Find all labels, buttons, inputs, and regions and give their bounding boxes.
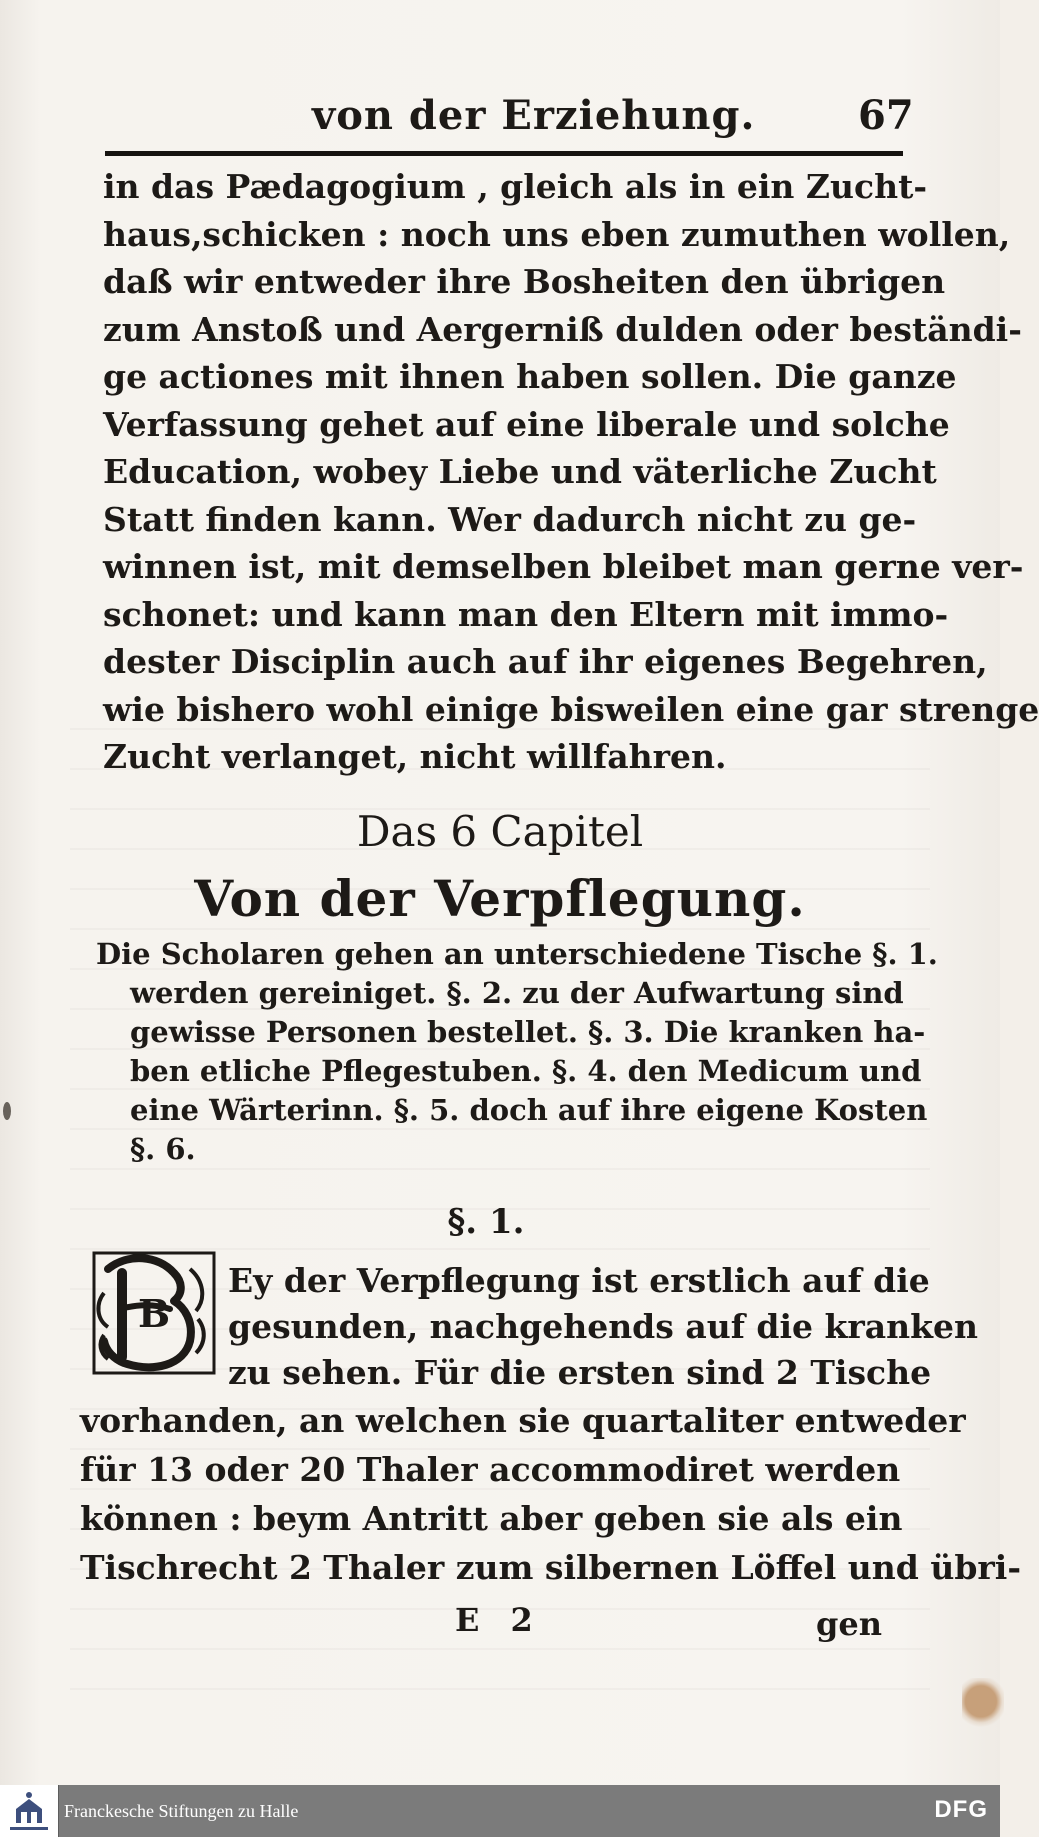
summary-line: Die Scholaren gehen an unterschiedene Tische §. 1. [96,937,938,971]
text-line: Education, wobey Liebe und väterliche Zucht [103,452,937,491]
margin-mark [3,1102,11,1120]
chapter-title: Von der Verpflegung. [194,869,806,928]
summary-line: werden gereiniget. §. 2. zu der Aufwartung sind [130,976,904,1010]
text-line: können : beym Antritt aber geben sie als ein [80,1499,903,1538]
text-line: haus,schicken : noch uns eben zumuthen wollen, [103,214,1011,254]
decorated-initial [86,1245,222,1381]
page-number: 67 [858,92,914,139]
summary-line: eine Wärterinn. §. 5. doch auf ihre eigene Kosten [130,1093,928,1127]
text-line: ge actiones mit ihnen haben sollen. Die ganze [103,357,957,396]
text-line: vorhanden, an welchen sie quartaliter entweder [80,1401,966,1440]
paper-stain [962,1678,1004,1730]
text-line: winnen ist, mit demselben bleibet man gerne ver- [103,547,1024,586]
chapter-heading: Das 6 Capitel [356,807,644,856]
paragraph-1 [103,163,1039,781]
text-line: dester Disciplin auch auf ihr eigenes Begehren, [103,642,988,681]
running-head [0,0,1000,160]
institution-logo [0,1785,59,1837]
text-line: Verfassung gehet auf eine liberale und solche [103,404,950,444]
header-rule [105,151,903,156]
text-line: in das Pædagogium , gleich als in ein Zucht- [103,167,928,206]
text-line: Ey der Verpflegung ist erstlich auf die [228,1261,930,1300]
running-title: von der Erziehung. [312,92,756,139]
dfg-logo-text: DFG [934,1796,988,1823]
text-line: zum Anstoß und Aergerniß dulden oder beständi- [103,309,1022,349]
section-mark: §. 1. [447,1202,525,1242]
summary-line: gewisse Personen bestellet. §. 3. Die kranken ha- [130,1015,926,1049]
section-opening-lines [228,1258,978,1396]
text-line: Tischrecht 2 Thaler zum silbernen Löffel und übri- [80,1548,1022,1587]
signature-mark: E 2 [455,1601,543,1639]
section-body [80,1396,1022,1592]
svg-text:B: B [137,1291,171,1336]
text-line: wie bishero wohl einige bisweilen eine gar strenge [103,689,1039,729]
summary-line: ben etliche Pflegestuben. §. 4. den Medicum und [130,1054,922,1088]
text-line: schonet: und kann man den Eltern mit immo- [103,594,949,634]
summary-line: §. 6. [130,1132,196,1166]
text-line: daß wir entweder ihre Bosheiten den übrigen [103,262,946,301]
text-line: Zucht verlanget, nicht willfahren. [103,737,727,776]
viewer-footer [0,1785,1000,1837]
text-line: zu sehen. Für die ersten sind 2 Tische [228,1353,932,1392]
text-line: für 13 oder 20 Thaler accommodiret werden [80,1450,901,1489]
text-line: gesunden, nachgehends auf die kranken [228,1307,978,1346]
catchword: gen [816,1605,882,1643]
text-line: Statt finden kann. Wer dadurch nicht zu ge- [103,499,917,539]
chapter-summary [96,935,938,1169]
institution-name: Franckesche Stiftungen zu Halle [64,1801,299,1821]
